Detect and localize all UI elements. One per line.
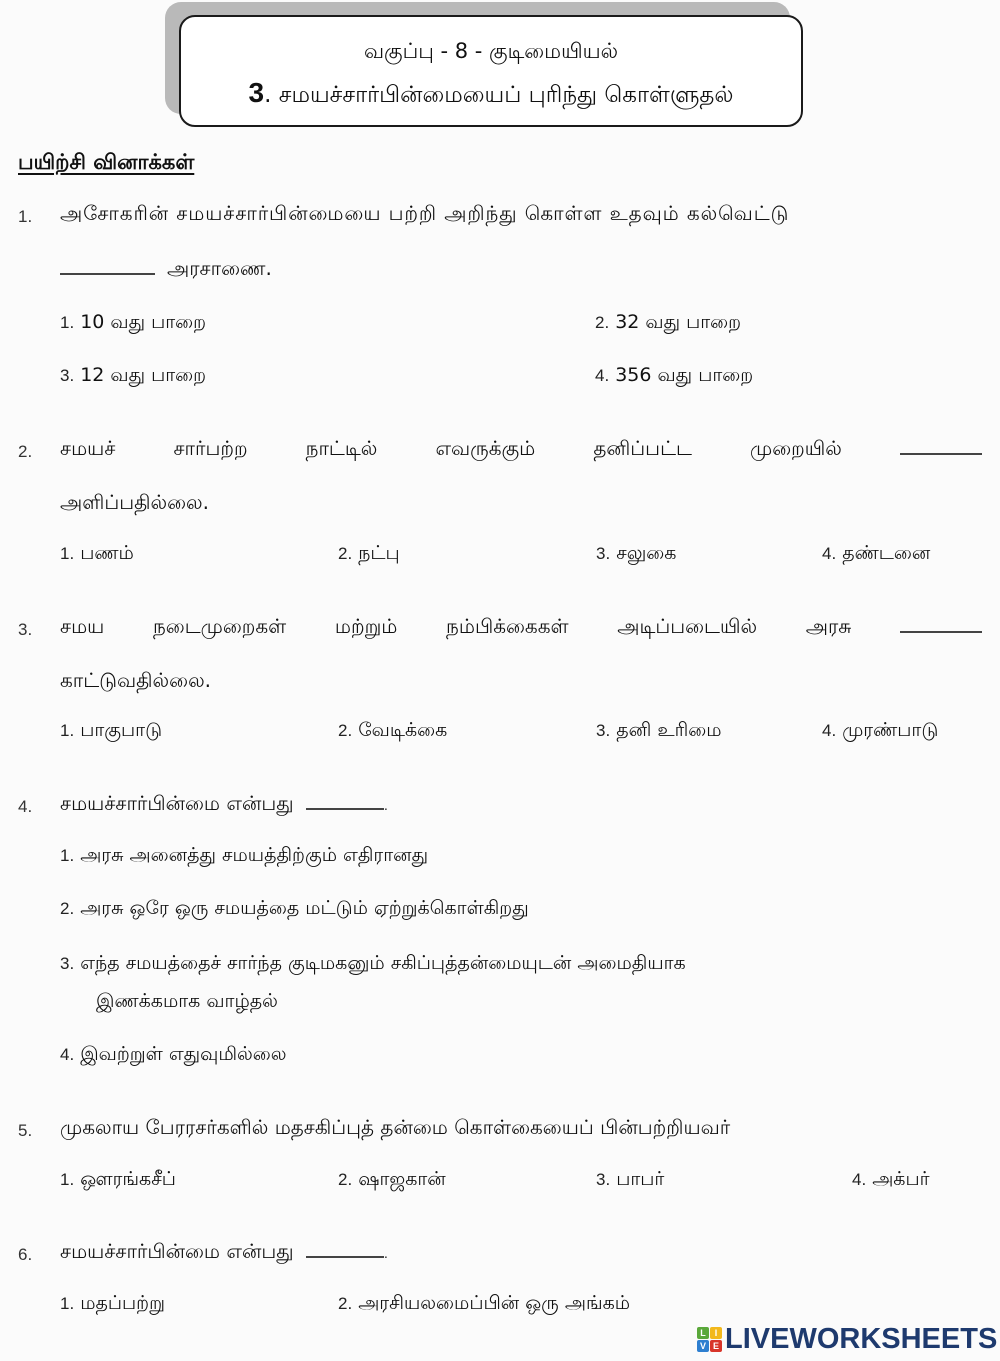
option-1[interactable]: 1. 10 வது பாறை	[60, 311, 207, 333]
option-3[interactable]: 3. பாபர்	[596, 1168, 665, 1190]
option-3[interactable]: 3. சலுகை	[596, 542, 677, 564]
option-2[interactable]: 2. ஷாஜகான்	[338, 1168, 446, 1190]
class-subject-title: வகுப்பு - 8 - குடிமையியல்	[363, 39, 619, 63]
question-text: சமய நடைமுறைகள் மற்றும் நம்பிக்கைகள் அடிப்படையில் அரசு	[60, 614, 982, 641]
option-1[interactable]: 1. மதப்பற்று	[60, 1292, 165, 1314]
option-3[interactable]: 3. 12 வது பாறை	[60, 364, 207, 386]
answer-blank[interactable]	[900, 452, 982, 455]
answer-blank[interactable]	[306, 1255, 384, 1258]
question-number: 6.	[18, 1245, 33, 1264]
option-3[interactable]: 3. எந்த சமயத்தைச் சார்ந்த குடிமகனும் சகிப்புத்தன்மையுடன் அமைதியாக	[60, 952, 686, 974]
header-box	[179, 15, 803, 127]
question-text-line2: அரசாணை.	[60, 256, 272, 283]
liveworksheets-logo[interactable]	[697, 1323, 997, 1356]
option-4[interactable]: 4. 356 வது பாறை	[595, 364, 754, 386]
option-2[interactable]: 2. 32 வது பாறை	[595, 311, 742, 333]
question-number: 4.	[18, 797, 33, 816]
option-2[interactable]: 2. வேடிக்கை	[338, 719, 448, 741]
section-title: பயிற்சி வினாக்கள்	[18, 150, 195, 174]
option-2[interactable]: 2. அரசு ஒரே ஒரு சமயத்தை மட்டும் ஏற்றுக்கொள்கிறது	[60, 897, 529, 919]
option-1[interactable]: 1. பணம்	[60, 542, 134, 564]
answer-blank[interactable]	[900, 630, 982, 633]
option-1[interactable]: 1. பாகுபாடு	[60, 719, 163, 741]
question-number: 2.	[18, 442, 33, 461]
question-number: 5.	[18, 1121, 33, 1140]
option-1[interactable]: 1. அரசு அனைத்து சமயத்திற்கும் எதிரானது	[60, 844, 429, 866]
option-4[interactable]: 4. அக்பர்	[852, 1168, 930, 1190]
lesson-number: 3	[248, 77, 265, 108]
lesson-title	[181, 77, 801, 111]
option-4[interactable]: 4. தண்டனை	[822, 542, 931, 564]
live-grid-icon: L I V E	[697, 1327, 722, 1352]
option-2[interactable]: 2. நட்பு	[338, 542, 400, 564]
option-4[interactable]: 4. முரண்பாடு	[822, 719, 939, 741]
question-text: சமயச்சார்பின்மை என்பது .	[60, 791, 388, 815]
question-text-line2: காட்டுவதில்லை.	[60, 668, 212, 692]
question-number: 3.	[18, 620, 33, 639]
question-number: 1.	[18, 207, 33, 226]
option-1[interactable]: 1. ஔரங்கசீப்	[60, 1168, 176, 1190]
option-4[interactable]: 4. இவற்றுள் எதுவுமில்லை	[60, 1043, 287, 1065]
option-3[interactable]: 3. தனி உரிமை	[596, 719, 722, 741]
question-text: முகலாய பேரரசர்களில் மதசகிப்புத் தன்மை கொள்கையைப் பின்பற்றியவர்	[60, 1115, 731, 1139]
logo-text: LIVEWORKSHEETS	[725, 1323, 998, 1355]
question-text: சமயச் சார்பற்ற நாட்டில் எவருக்கும் தனிப்பட்ட முறையில்	[60, 436, 982, 463]
lesson-title-text: . சமயச்சார்பின்மையைப் புரிந்து கொள்ளுதல்	[264, 82, 734, 108]
question-text-line2: அளிப்பதில்லை.	[60, 490, 209, 514]
question-text: சமயச்சார்பின்மை என்பது .	[60, 1239, 388, 1263]
option-3-continuation: இணக்கமாக வாழ்தல்	[96, 990, 278, 1012]
question-text: அசோகரின் சமயச்சார்பின்மையை பற்றி அறிந்து கொள்ள உதவும் கல்வெட்டு	[60, 201, 790, 225]
option-2[interactable]: 2. அரசியலமைப்பின் ஒரு அங்கம்	[338, 1292, 631, 1314]
answer-blank[interactable]	[306, 807, 384, 810]
answer-blank[interactable]	[60, 272, 155, 275]
